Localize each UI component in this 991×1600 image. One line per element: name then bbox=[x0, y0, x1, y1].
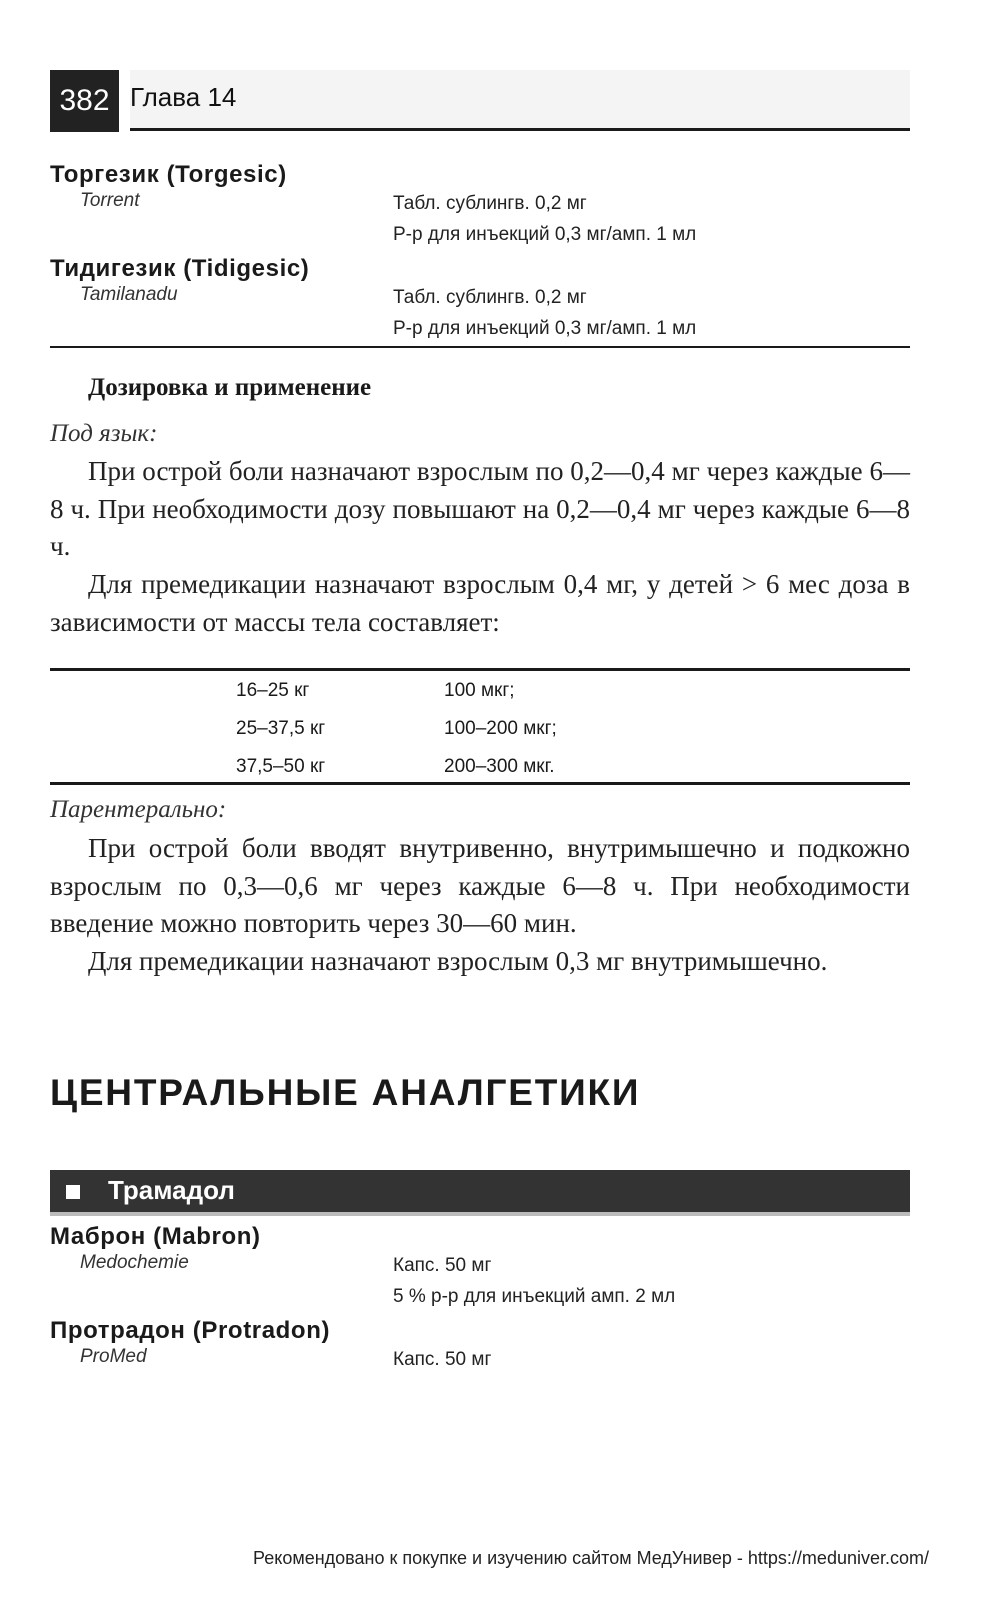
drug-entry-tidigesic bbox=[50, 254, 910, 339]
square-bullet-icon bbox=[66, 1185, 80, 1199]
drug-name: Маброн (Mabron) bbox=[50, 1223, 261, 1250]
weight-cell: 16–25 кг bbox=[236, 680, 310, 701]
drug-details bbox=[50, 1346, 910, 1374]
sublingual-label: Под язык: bbox=[50, 420, 158, 447]
paragraph: Для премедикации назначают взрослым 0,3 мг внутримышечно. bbox=[88, 946, 828, 976]
page-header bbox=[50, 70, 910, 132]
dose-table bbox=[50, 680, 910, 794]
subsection-title: Трамадол bbox=[108, 1175, 235, 1205]
drug-name: Торгезик (Torgesic) bbox=[50, 161, 287, 188]
paragraph: Для премедикации назначают взрослым 0,4 мг, у детей > 6 мес доза в зависимости от массы тела составляет: bbox=[50, 569, 910, 637]
dosage-form: Табл. сублингв. 0,2 мг bbox=[393, 193, 587, 214]
dose-cell: 200–300 мкг. bbox=[444, 756, 555, 777]
weight-cell: 37,5–50 кг bbox=[236, 756, 326, 777]
drug-entry-mabron bbox=[50, 1222, 910, 1307]
chapter-title: Глава 14 bbox=[130, 82, 237, 112]
dosage-form: Р-р для инъекций 0,3 мг/амп. 1 мл bbox=[393, 224, 697, 245]
chapter-bar bbox=[130, 70, 910, 131]
dose-cell: 100–200 мкг; bbox=[444, 718, 557, 739]
table-bottom-rule bbox=[50, 782, 910, 785]
drug-details bbox=[50, 190, 910, 245]
dosage-heading: Дозировка и применение bbox=[88, 374, 372, 401]
table-top-rule bbox=[50, 668, 910, 671]
drug-entry-protradon bbox=[50, 1316, 910, 1374]
manufacturer: Tamilanadu bbox=[80, 284, 178, 305]
dosage-form: Капс. 50 мг bbox=[393, 1349, 492, 1370]
dose-cell: 100 мкг; bbox=[444, 680, 515, 701]
drug-entry-torgesic bbox=[50, 160, 910, 245]
weight-cell: 25–37,5 кг bbox=[236, 718, 326, 739]
section-title: ЦЕНТРАЛЬНЫЕ АНАЛГЕТИКИ bbox=[50, 1072, 641, 1113]
page-number: 382 bbox=[50, 70, 119, 132]
manufacturer: Medochemie bbox=[80, 1252, 189, 1273]
drug-name: Тидигезик (Tidigesic) bbox=[50, 255, 310, 282]
manufacturer: Torrent bbox=[80, 190, 140, 211]
table-row bbox=[50, 680, 910, 718]
dosage-form: Табл. сублингв. 0,2 мг bbox=[393, 287, 587, 308]
divider bbox=[50, 346, 910, 348]
drug-details bbox=[50, 1252, 910, 1307]
manufacturer: ProMed bbox=[80, 1346, 147, 1367]
drug-details bbox=[50, 284, 910, 339]
footer-note: Рекомендовано к покупке и изучению сайтом МедУнивер - https://meduniver.com/ bbox=[253, 1548, 929, 1568]
table-row bbox=[50, 756, 910, 794]
dosage-form: Капс. 50 мг bbox=[393, 1255, 492, 1276]
paragraph: При острой боли назначают взрослым по 0,2—0,4 мг через каждые 6—8 ч. При необходимости дозу повышают на 0,2—0,4 мг через каждые 6—8 ч. bbox=[50, 456, 910, 561]
paragraph: При острой боли вводят внутривенно, внутримышечно и подкожно взрослым по 0,3—0,6 мг через каждые 6—8 ч. При необходимости введение можно повторить через 30—60 мин. bbox=[50, 833, 910, 938]
table-row bbox=[50, 718, 910, 756]
subsection-band bbox=[50, 1170, 910, 1216]
drug-name: Протрадон (Protradon) bbox=[50, 1317, 331, 1344]
dosage-form: Р-р для инъекций 0,3 мг/амп. 1 мл bbox=[393, 318, 697, 339]
parenteral-label: Парентерально: bbox=[50, 796, 227, 823]
dosage-form: 5 % р-р для инъекций амп. 2 мл bbox=[393, 1286, 676, 1307]
